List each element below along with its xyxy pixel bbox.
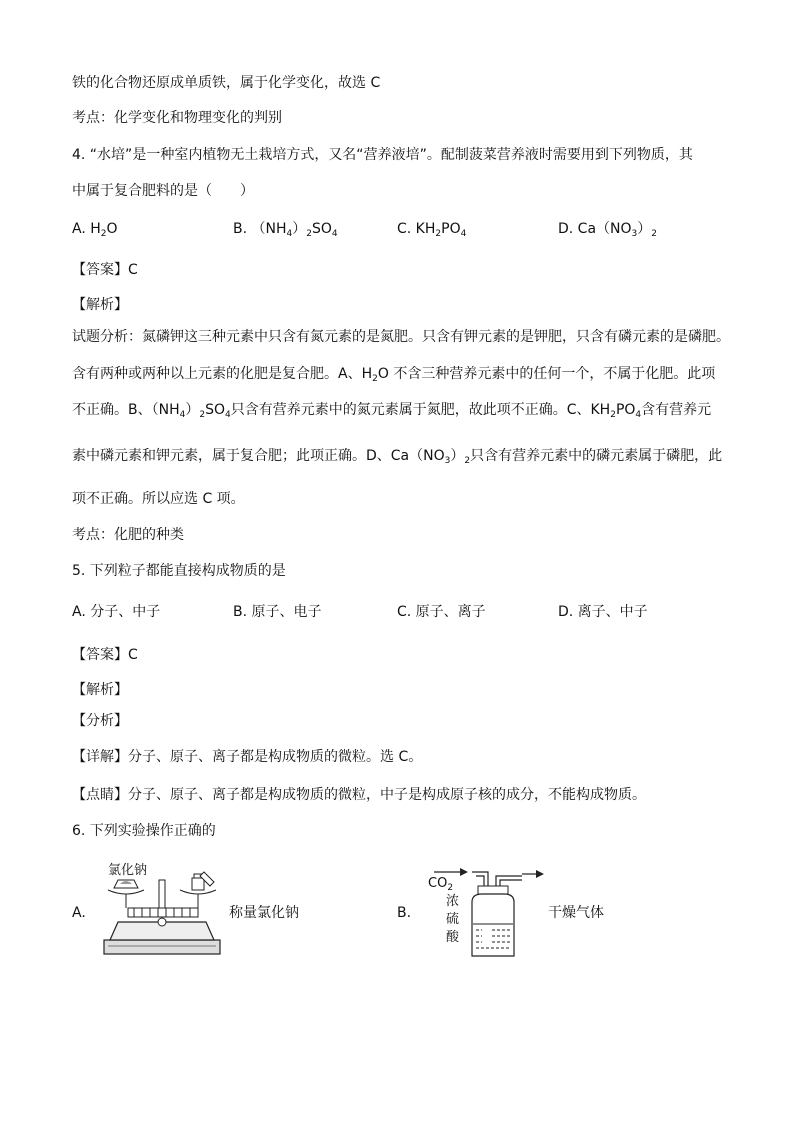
- question-4-stem-cont: 中属于复合肥料的是（ ）: [72, 183, 254, 199]
- fenxi-5-heading: 【分析】: [72, 713, 128, 729]
- q5-option-a: A. 分子、中子: [72, 604, 161, 620]
- analysis-4-heading: 【解析】: [72, 297, 128, 313]
- q4-option-c: C. $KH_2PO_4$: [397, 221, 467, 239]
- co2-label: $CO_2$: [428, 876, 454, 893]
- explanation-4-line4: 素中磷元素和钾元素，属于复合肥；此项正确。D、$Ca(NO_3)_2$只含有营养元素中的磷元素属于磷肥，此: [72, 448, 723, 466]
- dianjing-5: 【点睛】分子、原子、离子都是构成物质的微粒，中子是构成原子核的成分，不能构成物质。: [72, 787, 646, 803]
- q5-option-b: B. 原子、电子: [233, 604, 322, 620]
- q6-option-b-label: B.: [397, 905, 412, 921]
- question-5-stem: 5. 下列粒子都能直接构成物质的是: [72, 563, 286, 579]
- q5-option-d: D. 离子、中子: [558, 604, 648, 620]
- answer-5: 【答案】C: [72, 647, 138, 663]
- q6-option-a-caption: 称量氯化钠: [229, 905, 299, 921]
- q4-option-d: D. $Ca(NO_3)_2$: [558, 221, 657, 239]
- explanation-4-line1: 试题分析：氮磷钾这三种元素中只含有氮元素的是氮肥。只含有钾元素的是钾肥，只含有磷元素的是磷肥。: [72, 329, 730, 345]
- balance-figure: [98, 868, 228, 958]
- concentrated-sulfuric-acid-label: 浓 硫 酸: [446, 894, 460, 945]
- xiangjie-5: 【详解】分子、原子、离子都是构成物质的微粒。选 C。: [72, 749, 423, 765]
- explanation-4-line5: 项不正确。所以应选 C 项。: [72, 491, 245, 507]
- answer-4: 【答案】C: [72, 262, 138, 278]
- q6-option-a-label: A.: [72, 905, 86, 921]
- explanation-4-line2: 含有两种或两种以上元素的化肥是复合肥。A、$H_2O$ 不含三种营养元素中的任何一个，不属于化肥。此项: [72, 366, 716, 384]
- q4-option-a: A. $H_2O$: [72, 221, 118, 239]
- analysis-5-heading: 【解析】: [72, 682, 128, 698]
- question-4-stem: 4. “水培”是一种室内植物无土栽培方式，又名“营养液培”。配制菠菜营养液时需要用到下列物质，其: [72, 147, 693, 163]
- gas-drying-bottle-figure: [426, 862, 556, 962]
- q5-option-c: C. 原子、离子: [397, 604, 486, 620]
- kaodian-4: 考点：化肥的种类: [72, 527, 184, 543]
- explanation-4-line3: 不正确。B、$(NH_4)_2SO_4$只含有营养元素中的氮元素属于氮肥，故此项不正确。C、$KH_2PO_4$含有营养元: [72, 402, 712, 420]
- q4-option-b: B. $(NH_4)_2SO_4$: [233, 221, 338, 239]
- question-6-stem: 6. 下列实验操作正确的: [72, 823, 216, 839]
- q6-option-b-caption: 干燥气体: [548, 905, 604, 921]
- text-line: 铁的化合物还原成单质铁，属于化学变化，故选 C: [72, 75, 381, 91]
- kaodian-line: 考点：化学变化和物理变化的判别: [72, 110, 282, 126]
- balance-sodium-chloride-label: 氯化钠: [108, 863, 148, 878]
